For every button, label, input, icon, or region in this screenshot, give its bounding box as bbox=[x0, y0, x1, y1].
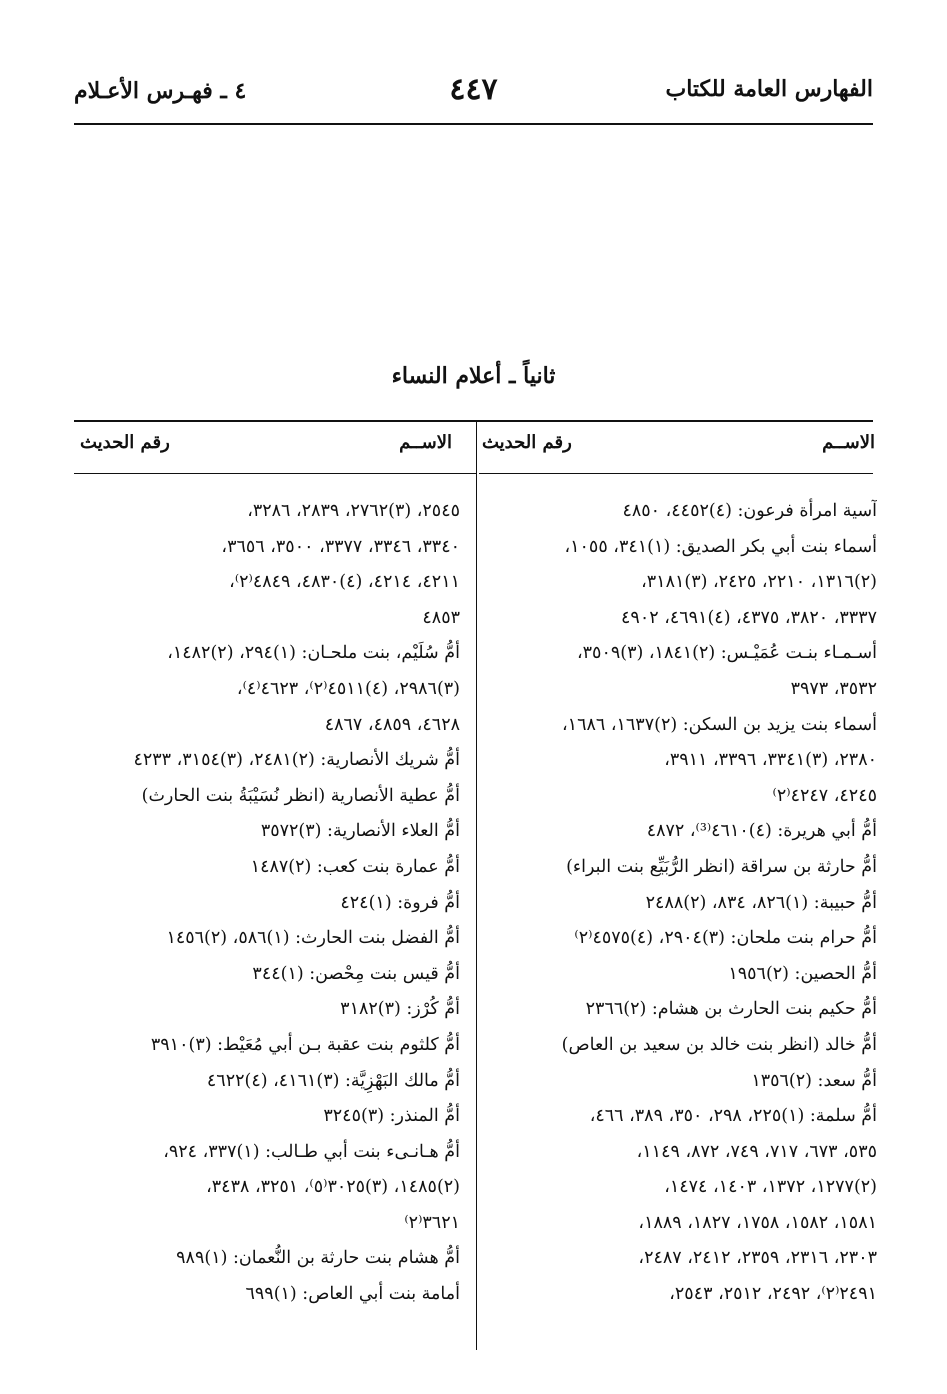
index-line: (٢)١٣١٦، ٢٢١٠، ٢٤٢٥، (٣)٣١٨١، bbox=[641, 572, 877, 593]
index-line: أمُّ هشام بنت حارثة بن النُّعمان: (١)٩٨٩ bbox=[176, 1248, 460, 1269]
index-line: أمُّ عطية الأنصارية (انظر نُسَيْبَةُ بنت الحارث) bbox=[141, 785, 460, 806]
running-header bbox=[74, 72, 873, 116]
index-line: ٢٥٤٥، (٣)٢٧٦٢، ٢٨٣٩، ٣٢٨٦، bbox=[247, 501, 460, 521]
index-line: ٤٢٤٥، ٤٢٤٧⁽٢⁾ bbox=[772, 785, 877, 806]
index-line: أمُّ الفضل بنت الحارث: (١)٥٨٦، (٢)١٤٥٦ bbox=[166, 928, 460, 949]
header-book-title: الفهارس العامة للكتاب bbox=[665, 76, 873, 102]
header-rule bbox=[74, 123, 873, 125]
index-line: أمُّ سُلَيْم، بنت ملحـان: (١)٢٩٤، (٢)١٤٨٢، bbox=[167, 643, 460, 664]
index-line: ٢٤٩١⁽٢⁾، ٢٤٩٢، ٢٥١٢، ٢٥٤٣، bbox=[669, 1284, 877, 1305]
right-index-column bbox=[484, 494, 877, 1313]
index-line: (٢)١٤٨٥، (٣)٣٠٢٥⁽٥⁾، ٣٢٥١، ٣٤٣٨، bbox=[206, 1177, 460, 1198]
index-line: أمُّ عمارة بنت كعب: (٢)١٤٨٧ bbox=[250, 856, 460, 877]
index-line: أمامة بنت أبي العاص: (١)٦٩٩ bbox=[245, 1284, 460, 1305]
index-line: أمُّ حكيم بنت الحارث بن هشام: (٢)٢٣٦٦ bbox=[585, 999, 877, 1020]
index-line: أمُّ كلثوم بنت عقبة بـن أبي مُعَيْط: (٣)٣٩١٠ bbox=[150, 1034, 460, 1055]
index-line: (٢)١٢٧٧، ١٣٧٢، ١٤٠٣، ١٤٧٤، bbox=[664, 1177, 877, 1198]
index-line: (٣)٢٩٨٦، (٤)٤٥١١⁽٢⁾، ٤٦٢٣⁽٤⁾، bbox=[236, 678, 460, 699]
index-line: ٤٨٥٣ bbox=[422, 607, 460, 628]
index-line: ٤٦٢٨، ٤٨٥٩، ٤٨٦٧ bbox=[324, 714, 460, 735]
table-top-rule bbox=[74, 420, 873, 422]
right-header-rule bbox=[479, 473, 873, 474]
name-header: الاســم bbox=[399, 432, 452, 453]
index-line: أمُّ العلاء الأنصارية: (٣)٣٥٧٢ bbox=[260, 821, 460, 842]
index-line: أمُّ حارثة بن سراقة (انظر الرُّبَيِّع بنت البراء) bbox=[566, 856, 877, 877]
number-header: رقم الحديث bbox=[482, 432, 572, 453]
index-line: أسماء بنت أبي بكر الصديق: (١)٣٤١، ١٠٥٥، bbox=[564, 536, 877, 557]
index-line: أمُّ المنذر: (٣)٣٢٤٥ bbox=[323, 1106, 460, 1127]
index-line: آسية امرأة فرعون: (٤)٤٤٥٢، ٤٨٥٠ bbox=[622, 501, 877, 521]
left-index-column bbox=[78, 494, 460, 1313]
index-line: أمُّ كُرْز: (٣)٣١٨٢ bbox=[340, 999, 460, 1020]
index-line: أسـمـاء بنـت عُمَيْـس: (٢)١٨٤١، (٣)٣٥٠٩، bbox=[577, 643, 877, 664]
index-line: أمُّ سعد: (٢)١٣٥٦ bbox=[751, 1070, 877, 1091]
index-line: ٣٥٣٢، ٣٩٧٣ bbox=[790, 678, 877, 699]
index-line: أمُّ قيس بنت مِحْصن: (١)٣٤٤ bbox=[252, 963, 460, 984]
index-line: أمُّ سلمة: (١)٢٢٥، ٢٩٨، ٣٥٠، ٣٨٩، ٤٦٦، bbox=[589, 1106, 877, 1127]
index-line: أمُّ شريك الأنصارية: (٢)٢٤٨١، (٣)٣١٥٤، ٤٢٣٣ bbox=[133, 750, 460, 771]
index-line: ٢٣٨٠، (٣)٣٣٤١، ٣٣٩٦، ٣٩١١، bbox=[664, 750, 877, 771]
right-column-header bbox=[482, 432, 875, 466]
index-line: أمُّ مالك البَهْزِيَّة: (٣)٤١٦١، (٤)٤٦٢٢ bbox=[206, 1070, 460, 1091]
index-line: أمُّ حرام بنت ملحان: (٣)٢٩٠٤، (٤)٤٥٧٥⁽٢⁾ bbox=[574, 928, 877, 949]
index-line: أمُّ خالد (انظر بنت خالد بن سعيد بن العاص) bbox=[561, 1034, 877, 1055]
name-header: الاســم bbox=[822, 432, 875, 453]
index-line: ٣٣٤٠، ٣٣٤٦، ٣٣٧٧، ٣٥٠٠، ٣٦٥٦، bbox=[221, 536, 460, 557]
column-divider bbox=[476, 420, 477, 1350]
number-header: رقم الحديث bbox=[80, 432, 170, 453]
index-line: ٤٢١١، ٤٢١٤، (٤)٤٨٣٠، ٤٨٤٩⁽٢⁾، bbox=[229, 572, 460, 593]
index-line: أمُّ الحصين: (٢)١٩٥٦ bbox=[728, 963, 877, 984]
section-title: ثانياً ـ أعلام النساء bbox=[391, 363, 556, 389]
index-line: ٣٦٢١⁽٢⁾ bbox=[404, 1212, 460, 1233]
left-header-rule bbox=[74, 473, 476, 474]
index-line: أمُّ حبيبة: (١)٨٢٦، ٨٣٤، (٢)٢٤٨٨ bbox=[645, 892, 877, 913]
index-line: ٥٣٥، ٦٧٣، ٧١٧، ٧٤٩، ٨٧٢، ١١٤٩، bbox=[636, 1141, 877, 1162]
index-line: أمُّ أبي هريرة: (٤)٤٦١٠⁽³⁾، ٤٨٧٢ bbox=[646, 821, 877, 842]
index-line: ٢٣٠٣، ٢٣١٦، ٢٣٥٩، ٢٤١٢، ٢٤٨٧، bbox=[638, 1248, 877, 1269]
index-line: أمُّ هـانـىء بنت أبي طـالب: (١)٣٣٧، ٩٢٤، bbox=[163, 1141, 460, 1162]
left-column-header bbox=[80, 432, 452, 466]
header-chapter-title: ٤ ـ فهـرس الأعـلام bbox=[74, 78, 247, 104]
index-line: ٣٣٣٧، ٣٨٢٠، ٤٣٧٥، (٤)٤٦٩١، ٤٩٠٢ bbox=[621, 607, 877, 628]
index-line: أسماء بنت يزيد بن السكن: (٢)١٦٣٧، ١٦٨٦، bbox=[562, 714, 877, 735]
index-line: ١٥٨١، ١٥٨٢، ١٧٥٨، ١٨٢٧، ١٨٨٩، bbox=[638, 1212, 877, 1233]
page-number: ٤٤٧ bbox=[449, 72, 498, 107]
index-line: أمُّ فروة: (١)٤٢٤ bbox=[340, 892, 460, 913]
